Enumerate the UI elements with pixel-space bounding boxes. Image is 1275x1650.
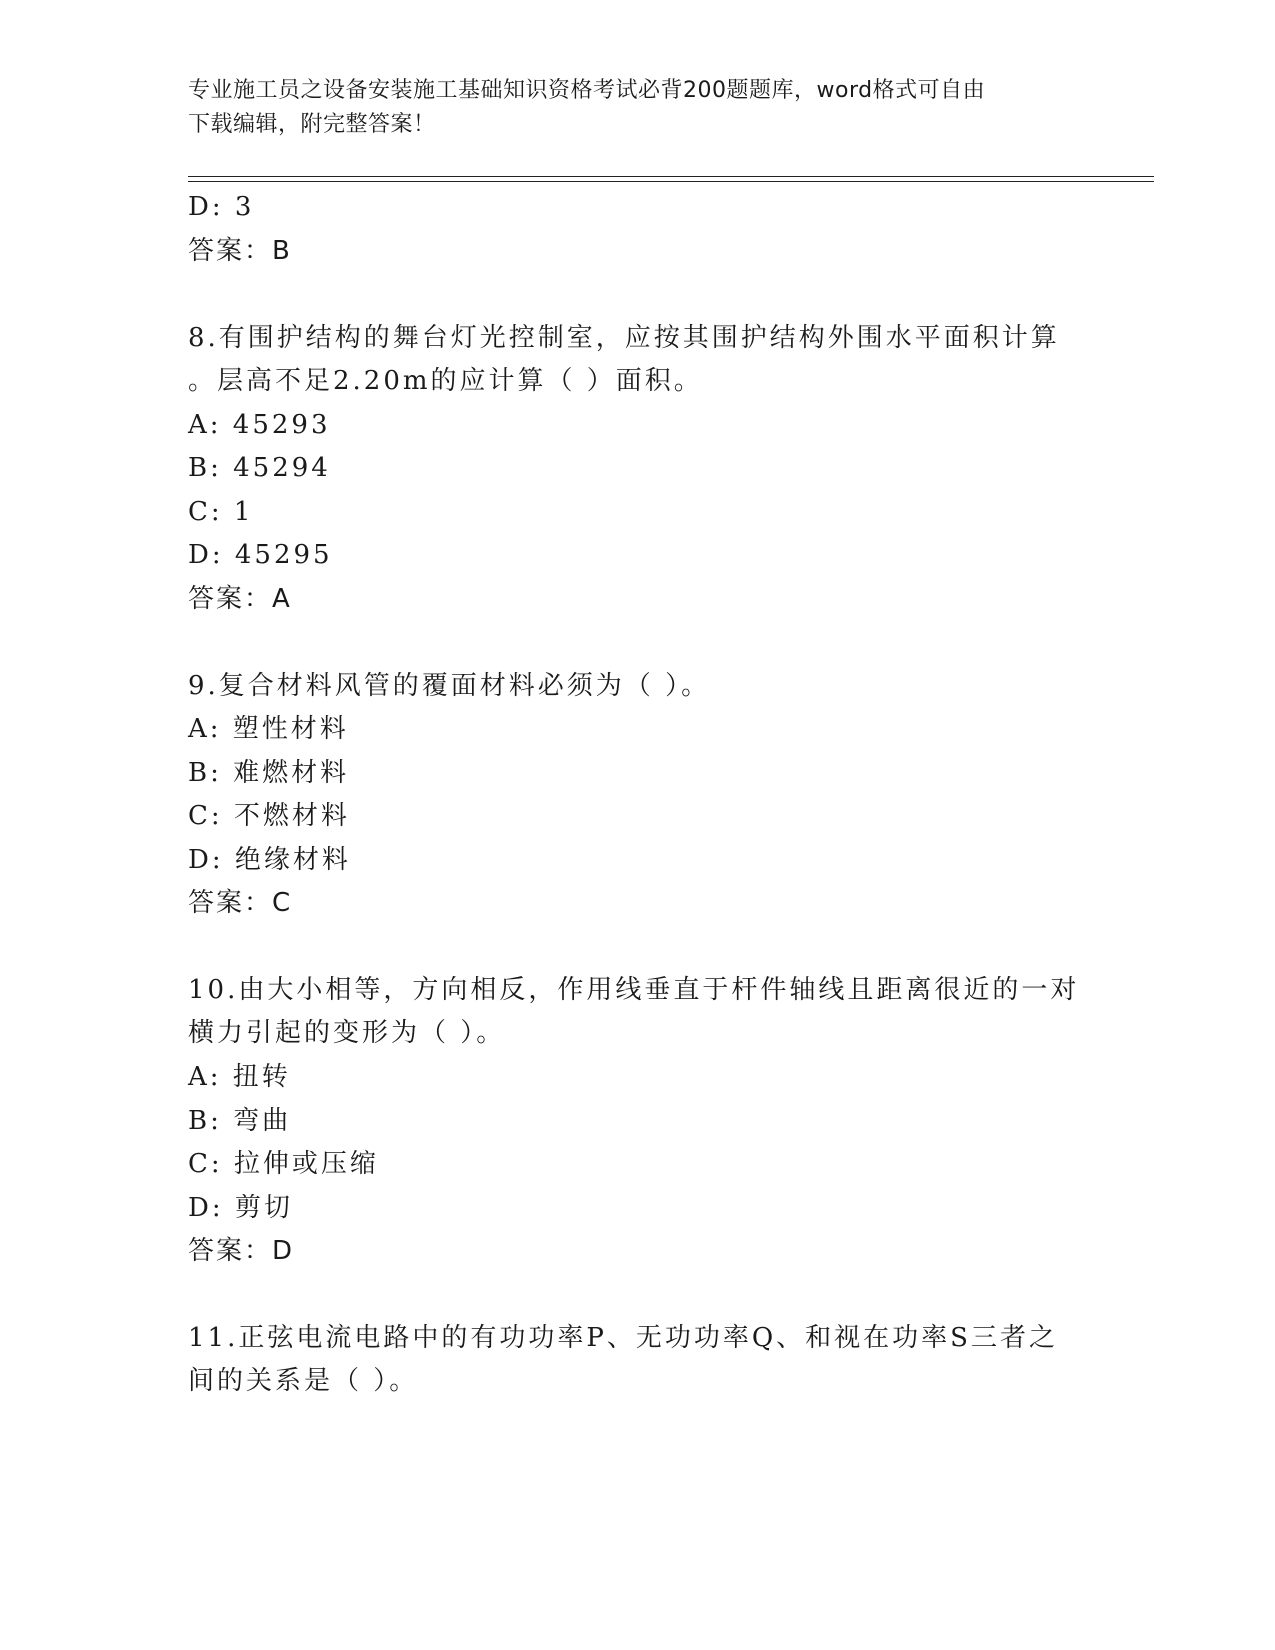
question-9-option-b: B: 难燃材料 [188, 758, 350, 788]
question-10-option-d: D: 剪切 [188, 1193, 293, 1223]
header-title-line-2: 下载编辑，附完整答案！ [188, 112, 436, 137]
question-10-stem-line-1: 10.由大小相等，方向相反，作用线垂直于杆件轴线且距离很近的一对 [188, 975, 1080, 1005]
question-10-option-c: C: 拉伸或压缩 [188, 1149, 379, 1179]
question-9-option-c: C: 不燃材料 [188, 801, 350, 831]
question-8-answer: 答案：A [188, 584, 292, 614]
question-9-answer: 答案：C [188, 888, 293, 918]
question-8-stem-line-2: 。层高不足2.20m的应计算（ ）面积。 [188, 366, 703, 396]
header-title-line-1: 专业施工员之设备安装施工基础知识资格考试必背200题题库，word格式可自由 [188, 78, 986, 103]
question-11-stem-line-2: 间的关系是（ ）。 [188, 1366, 419, 1396]
header-divider-bottom [188, 181, 1154, 182]
question-10-answer: 答案：D [188, 1236, 295, 1266]
header-divider-top [188, 176, 1154, 177]
question-8-option-a: A: 45293 [188, 410, 331, 440]
question-9-stem-line-1: 9.复合材料风管的覆面材料必须为（ ）。 [188, 671, 711, 701]
question-8-option-b: B: 45294 [188, 453, 331, 483]
prev-question-answer: 答案：B [188, 236, 292, 266]
question-8-stem-line-1: 8.有围护结构的舞台灯光控制室，应按其围护结构外围水平面积计算 [188, 323, 1060, 353]
question-10-stem-line-2: 横力引起的变形为（ ）。 [188, 1018, 506, 1048]
question-8-option-d: D: 45295 [188, 540, 333, 570]
document-header [188, 74, 1088, 142]
prev-question-option-d: D: 3 [188, 192, 255, 222]
question-10-option-a: A: 扭转 [188, 1062, 291, 1092]
question-8-option-c: C: 1 [188, 497, 254, 527]
question-9-option-a: A: 塑性材料 [188, 714, 349, 744]
question-11-stem-line-1: 11.正弦电流电路中的有功功率P、无功功率Q、和视在功率S三者之 [188, 1323, 1058, 1353]
question-9-option-d: D: 绝缘材料 [188, 845, 351, 875]
question-10-option-b: B: 弯曲 [188, 1106, 292, 1136]
